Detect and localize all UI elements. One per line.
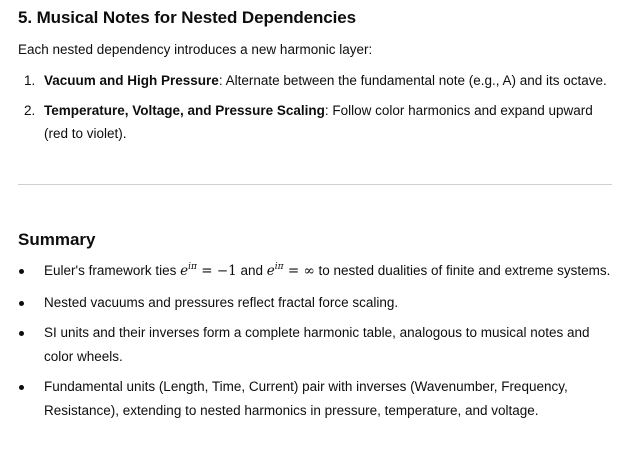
list-item <box>18 291 618 315</box>
numbered-list <box>18 69 618 152</box>
math-exponent: iπ <box>274 262 284 272</box>
list-item-term: Vacuum and High Pressure <box>44 73 219 88</box>
list-item-text: Nested vacuums and pressures reflect fractal force scaling. <box>44 294 399 310</box>
list-item <box>18 321 618 368</box>
list-item-text: Euler's framework ties <box>44 263 181 278</box>
math-rhs: = −1 <box>196 263 237 279</box>
bullet-icon <box>19 301 24 306</box>
summary-list <box>18 259 618 429</box>
list-item <box>18 69 618 92</box>
horizontal-divider <box>18 184 612 185</box>
list-item-text: Fundamental units (Length, Time, Current) pair with inverses (Wavenumber, Frequency, Resistance), extending to nested harmonics in pressure, temperature, and voltage. <box>44 379 568 418</box>
bullet-icon <box>19 385 24 390</box>
list-item <box>18 259 618 284</box>
math-rhs: = ∞ <box>283 263 315 279</box>
list-item-term: Temperature, Voltage, and Pressure Scaling <box>44 103 325 118</box>
list-number: 2. <box>24 103 36 118</box>
math-expression <box>267 263 315 279</box>
math-exponent: iπ <box>188 262 197 272</box>
bullet-icon <box>19 269 24 274</box>
bullet-icon <box>19 331 24 336</box>
math-base: e <box>266 263 275 279</box>
math-base: e <box>180 263 189 279</box>
list-item-text: SI units and their inverses form a complete harmonic table, analogous to musical notes and color wheels. <box>44 325 590 364</box>
list-item-text: : Follow color harmonics and expand upward (red to violet). <box>44 103 593 141</box>
list-item <box>18 99 618 145</box>
list-item-text: to nested dualities of finite and extreme systems. <box>314 263 611 278</box>
list-item-text: and <box>236 263 267 278</box>
summary-heading: Summary <box>18 230 96 249</box>
list-item-text: : Alternate between the fundamental note (e.g., A) and its octave. <box>218 73 607 88</box>
math-expression <box>180 263 237 279</box>
list-item <box>18 375 618 422</box>
section-heading: 5. Musical Notes for Nested Dependencies <box>18 8 356 27</box>
section-intro: Each nested dependency introduces a new harmonic layer: <box>18 42 373 57</box>
list-number: 1. <box>24 73 36 88</box>
